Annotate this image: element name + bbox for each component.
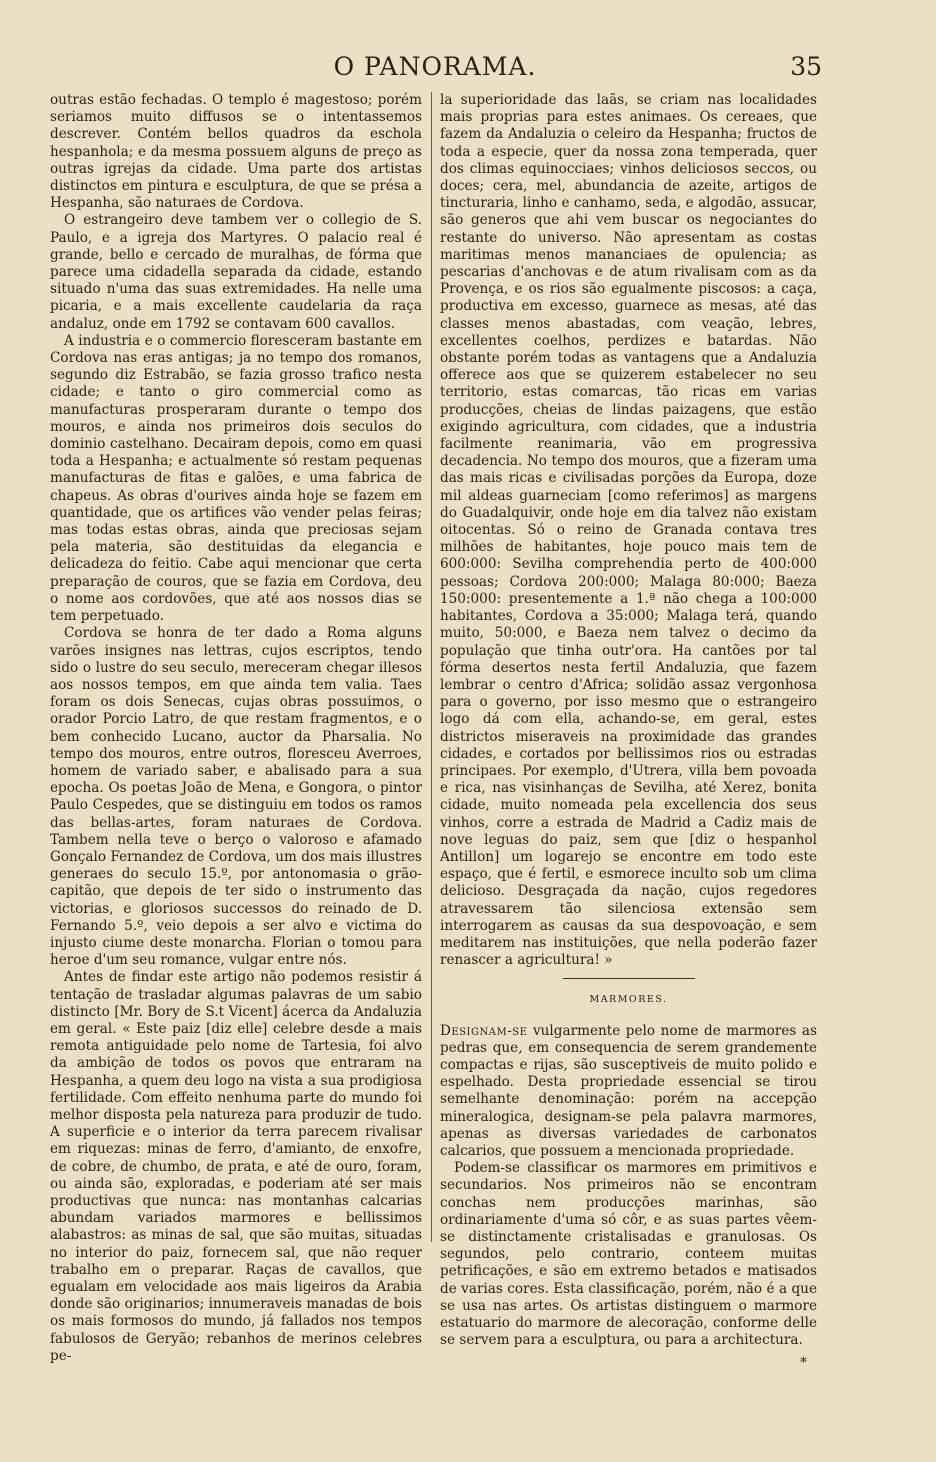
paragraph: Antes de findar este artigo não podemos resistir á tentação de trasladar algumas palavras de um sabio distincto [Mr. Bory de S.t Vicent] ácerca da Andaluzia em geral. « Este paiz [diz elle] celebre desde a mais remota antiguidade pelo nome de Tartesia, foi alvo da ambição de todos os povos que entraram na Hespanha, a quem deu logo na vista a sua prodigiosa fertilidade. Com effeito nenhuma parte do mundo foi melhor disposta pela natureza para produzir de tudo. A superficie e o interior da terra parecem rivalisar em riquezas: minas de ferro, d'amianto, de enxofre, de cobre, de chumbo, de prata, e até de ouro, foram, ou ainda são, exploradas, e poderiam até ser mais productivas que nunca: nas montanhas calcarias abundam variados marmores e bellissimos alabastros: as minas de sal, que são muitas, situadas no interior do paiz, fornecem sal, que não requer trabalho em o preparar. Raças de cavallos, que egualam em velocidade aos mais ligeiros da Arabia donde são originarios; innumeraveis manadas de bois os mais formosos do mundo, já fallados nos tempos fabulosos de Geryão; rebanhos de merinos celebres pe- bbox=[50, 969, 422, 1364]
paragraph bbox=[440, 1023, 817, 1161]
paragraph: la superioridade das laãs, se criam nas localidades mais proprias para estes animaes. Os cereaes, que fazem da Andaluzia o celeiro da Hespanha; fructos de toda a especie, quer da nossa zona temperada, quer dos climas equinocciaes; vinhos deliciosos seccos, ou doces; cera, mel, abundancia de azeite, artigos de tincturaria, linho e canhamo, seda, e algodão, assucar, são generos que ahi vem buscar os negociantes do restante do universo. Não apresentam as costas maritimas menos mananciaes de opulencia; as pescarias d'anchovas e de atum rivalisam com as da Provença, e os rios são egualmente piscosos: a caça, productiva em excesso, guarnece as mesas, até das classes menos abastadas, com veação, lebres, excellentes coelhos, perdizes e batardas. Não obstante porém todas as vantagens que a Andaluzia offerece aos que se quizerem estabelecer no seu territorio, estas comarcas, tão ricas em varias producções, cheias de lindas paizagens, que estão exigindo agricultura, com cidades, que a industria facilmente reanimaria, vão em progressiva decadencia. No tempo dos mouros, que a fizeram uma das mais ricas e civilisadas porções da Europa, doze mil aldeas guarneciam [como referimos] as margens do Guadalquivir, onde hoje em dia talvez não existam oitocentas. Só o reino de Granada contava tres milhões de habitantes, hoje pouco mais tem de 600:000: Sevilha comprehendia perto de 400:000 pessoas; Cordova 200:000; Malaga 80:000; Baeza 150:000: presentemente a 1.ª não chega a 100:000 habitantes, Cordova a 35:000; Malaga terá, quando muito, 50:000, e Baeza nem talvez o decimo da população que tinha outr'ora. Ha cantões por tal fórma desertos nesta fertil Andaluzia, que fazem lembrar o centro d'Africa; solidão assaz vergonhosa para o governo, por isso mesmo que o estrangeiro logo dá com ella, achando-se, em geral, estes districtos miseraveis na proximidade das grandes cidades, e cortados por bellissimos rios ou estradas principaes. Por exemplo, d'Utrera, villa bem povoada e rica, nas visinhanças de Sevilha, até Xerez, bonita cidade, muito nomeada pela excellencia dos seus vinhos, corre a estrada de Madrid a Cadiz mais de nove leguas do paiz, sem que [diz o hespanhol Antillon] um logarejo se encontre em todo este espaço, que é fertil, e esmorece inculto sob um clima delicioso. Desgraçada da nação, cujos regedores atravessarem tão silenciosa extensão sem interrogarem as causas da sua despovoação, e sem meditarem nas instituições, que nella poderão fazer renascer a agricultura! » bbox=[440, 92, 817, 969]
page-header bbox=[50, 52, 820, 82]
page-number: 35 bbox=[790, 52, 822, 81]
paragraph: O estrangeiro deve tambem ver o collegio de S. Paulo, e a igreja dos Martyres. O palacio real é grande, bello e cercado de muralhas, de fórma que parece uma cidadella separada da cidade, estando situado n'uma das suas extremidades. Ha nelle uma picaria, e a mais excellente caudelaria da raça andaluz, onde em 1792 se contavam 600 cavallos. bbox=[50, 212, 422, 332]
paragraph: Cordova se honra de ter dado a Roma alguns varões insignes nas lettras, cujos escriptos, tendo sido o lustre do seu seculo, mereceram chegar illesos aos nossos tempos, em que ainda tem valia. Taes foram os dois Senecas, cujas obras possuimos, o orador Porcio Latro, de que restam fragmentos, e o bem conhecido Lucano, auctor da Pharsalia. No tempo dos mouros, entre outros, floresceu Averroes, homem de variado saber, e abalisado para a sua epocha. Os poetas João de Mena, e Gongora, o pintor Paulo Cespedes, que se distinguiu em todos os ramos das bellas-artes, foram naturaes de Cordova. Tambem nella teve o berço o valoroso e afamado Gonçalo Fernandez de Cordova, um dos mais illustres generaes do seculo 15.º, por antonomasia o grão-capitão, que depois de ter sido o instrumento das victorias, e gloriosos successos do reinado de D. Fernando 5.º, veio depois a ser alvo e victima do injusto ciume deste monarcha. Florian o tomou para heroe d'um seu romance, vulgar entre nós. bbox=[50, 625, 422, 969]
paragraph: outras estão fechadas. O templo é magestoso; porém seriamos muito diffusos se o intentassemos descrever. Contém bellos quadros da eschola hespanhola; e da mesma possuem alguns de preço as outras igrejas da cidade. Uma parte dos artistas distinctos em pintura e esculptura, de que se présa a Hespanha, são naturaes de Cordova. bbox=[50, 92, 422, 212]
section-lead-word: Designam-se bbox=[440, 1022, 528, 1039]
column-divider bbox=[431, 92, 432, 1242]
section-rule bbox=[563, 978, 695, 979]
right-column bbox=[440, 92, 817, 1373]
left-column bbox=[50, 92, 422, 1365]
section-title: MARMORES. bbox=[589, 994, 668, 1006]
page-title: O PANORAMA. bbox=[333, 52, 537, 81]
paragraph: Podem-se classificar os marmores em primitivos e secundarios. Nos primeiros não se encontram conchas nem producções marinhas, são ordinariamente d'uma só côr, e as suas partes vêem-se distinctamente cristalisadas e granulosas. Os segundos, pelo contrario, conteem muitas petrificações, e são em extremo betados e matisados de varias cores. Esta classificação, porém, não é a que se usa nas artes. Os artistas distinguem o marmore estatuario do marmore de alecoração, conforme delle se servem para a esculptura, ou para a architectura. bbox=[440, 1160, 817, 1349]
end-mark: * bbox=[800, 1355, 807, 1372]
paragraph: A industria e o commercio floresceram bastante em Cordova nas eras antigas; ja no tempo dos romanos, segundo diz Estrabão, se fazia grosso trafico nesta cidade; e tanto o giro commercial como as manufacturas prosperaram durante o tempo dos mouros, e ainda nos primeiros dois seculos do dominio castelhano. Decairam depois, como em quasi toda a Hespanha; e actualmente só restam pequenas manufacturas de fitas e galões, e uma fabrica de chapeus. As obras d'ourives ainda hoje se fazem em quantidade, que os artifices vão vender pelas feiras; mas todas estas obras, ainda que preciosas sejam pela materia, são destituidas da elegancia e delicadeza do feitio. Cabe aqui mencionar que certa preparação de couros, que se fazia em Cordova, deu o nome aos cordovões, que até aos nossos dias se tem perpetuado. bbox=[50, 332, 422, 625]
paragraph-text: vulgarmente pelo nome de marmores as pedras que, em consequencia de serem grandemente compactas e rijas, são susceptiveis de muito polido e espelhado. Desta propriedade essencial se tirou semelhante denominação: porém na accepção mineralogica, designam-se pela palavra marmores, apenas as diversas variedades de carbonatos calcarios, que possuem a mencionada propriedade. bbox=[440, 1022, 817, 1159]
